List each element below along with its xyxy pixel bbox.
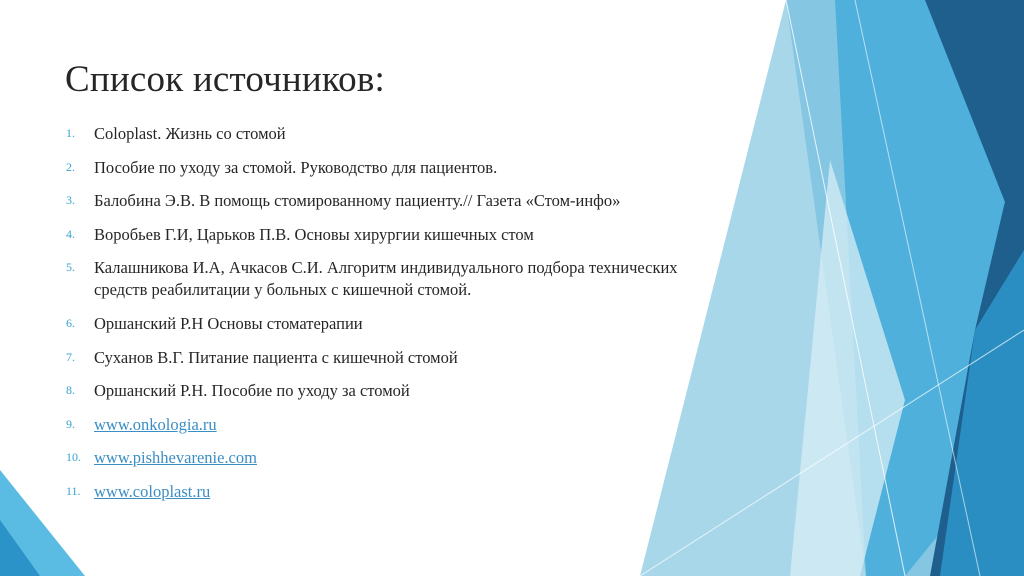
list-item-text: Воробьев Г.И, Царьков П.В. Основы хирургии кишечных стом (94, 224, 534, 244)
list-item (66, 313, 726, 335)
list-item (66, 447, 726, 469)
list-item-number: 5. (66, 260, 75, 275)
list-item-text: Coloplast. Жизнь со стомой (94, 124, 286, 143)
list-item-text: Балобина Э.В. В помощь стомированному пациенту.// Газета «Стом-инфо» (94, 191, 621, 211)
list-item (66, 257, 726, 301)
list-item-number: 4. (66, 226, 75, 241)
list-item-text: Калашникова И.А, Ачкасов С.И. Алгоритм индивидуального подбора технических средств реабилитации у больных с кишечной стомой. (94, 258, 678, 300)
list-item-number: 10. (66, 450, 81, 465)
list-item (66, 190, 726, 212)
list-item-number: 9. (66, 416, 75, 431)
list-item (66, 414, 726, 436)
list-item-text: Оршанский Р.Н. Пособие по уходу за стомой (94, 381, 410, 401)
list-item-number: 2. (66, 159, 75, 174)
link-coloplast[interactable]: www.coloplast.ru (94, 481, 211, 501)
list-item-text: Суханов В.Г. Питание пациента с кишечной стомой (94, 347, 458, 367)
list-item-number: 8. (66, 383, 75, 398)
list-item (66, 380, 726, 402)
list-item-text: Пособие по уходу за стомой. Руководство для пациентов. (94, 157, 498, 177)
link-onkologia[interactable]: www.onkologia.ru (94, 414, 217, 434)
list-item-text: Оршанский Р.Н Основы стоматерапии (94, 313, 363, 333)
list-item-number: 11. (66, 483, 81, 498)
list-item-number: 6. (66, 315, 75, 330)
list-item (66, 481, 726, 503)
list-item (66, 224, 726, 246)
reference-list (66, 123, 726, 515)
list-item (66, 157, 726, 179)
link-pishhevarenie[interactable]: www.pishhevarenie.com (94, 448, 257, 468)
list-item (66, 123, 726, 145)
list-item-number: 1. (66, 126, 75, 140)
list-item (66, 347, 726, 369)
page-title: Список источников: (65, 59, 386, 100)
list-item-number: 7. (66, 349, 75, 364)
list-item-number: 3. (66, 193, 75, 208)
